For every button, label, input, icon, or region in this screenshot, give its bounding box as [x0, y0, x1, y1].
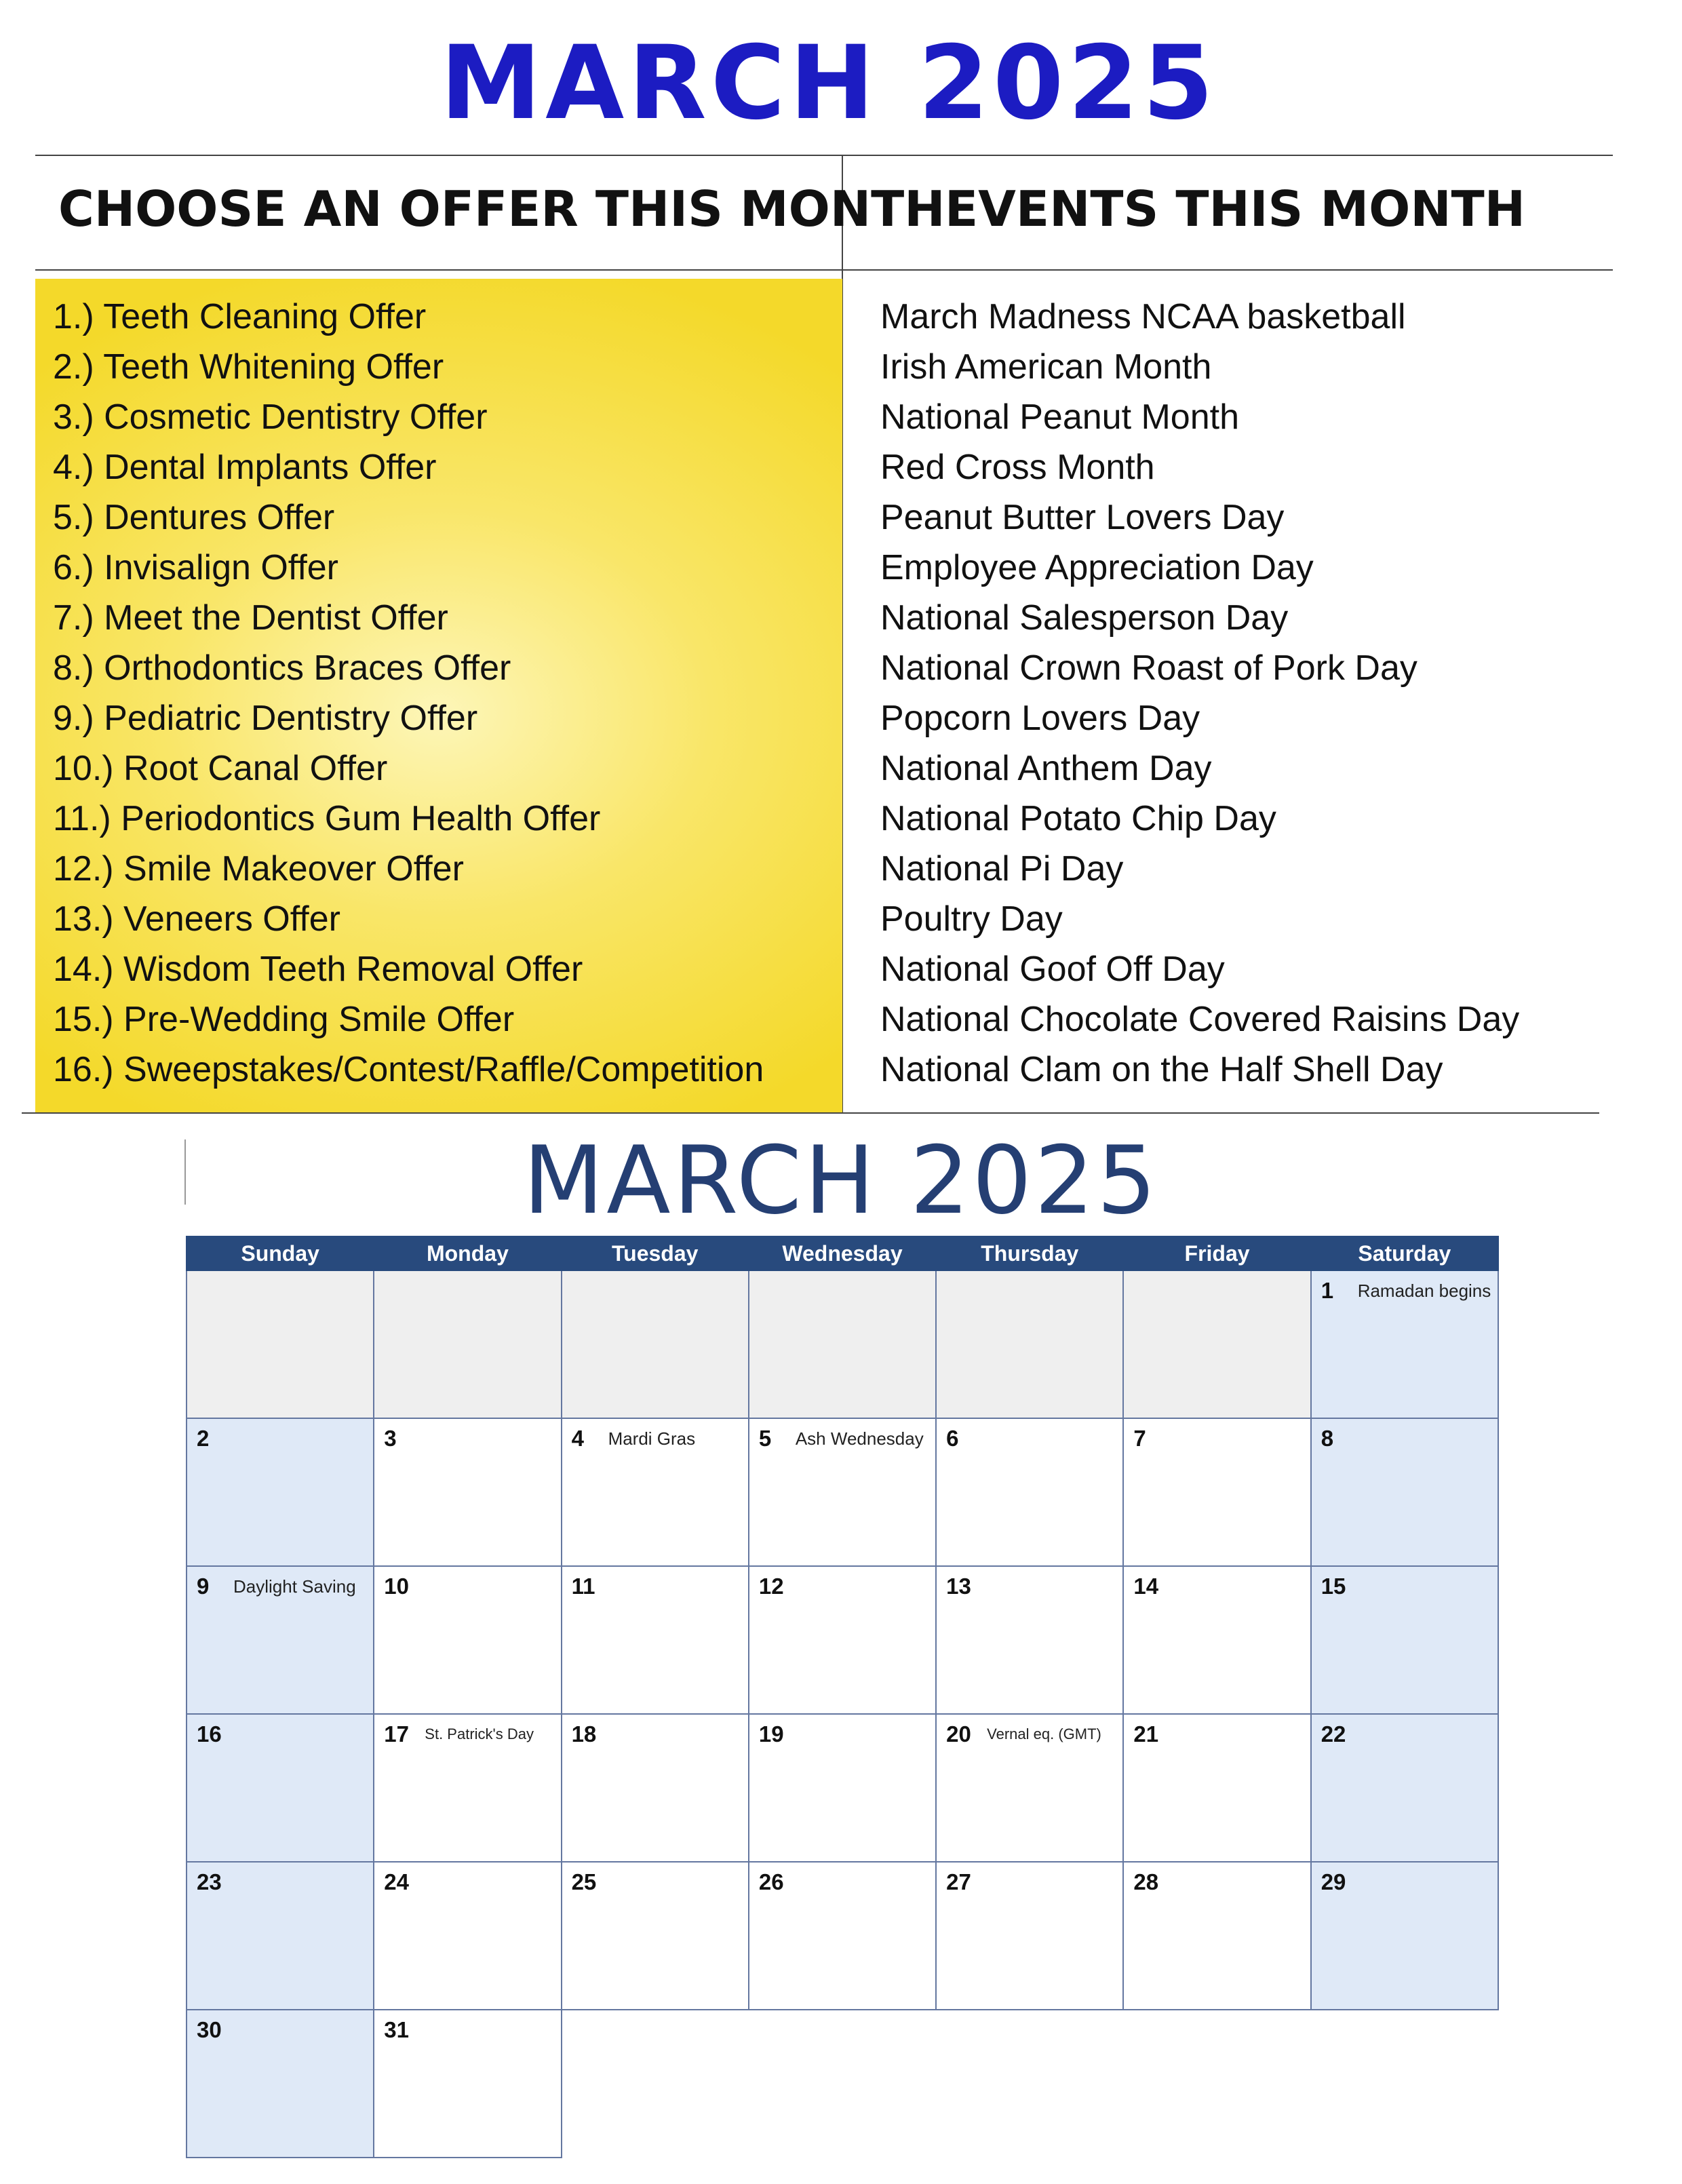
offer-item: 12.) Smile Makeover Offer: [53, 849, 464, 889]
day-number: 24: [384, 1869, 409, 1894]
weekday-header: Monday: [374, 1236, 561, 1270]
offer-item: 7.) Meet the Dentist Offer: [53, 598, 448, 638]
day-number: 29: [1321, 1869, 1346, 1894]
calendar-day-cell: [1311, 1418, 1498, 1566]
offers-header: CHOOSE AN OFFER THIS MONTH: [58, 180, 945, 237]
day-event: Daylight Saving: [233, 1576, 356, 1597]
offer-item: 10.) Root Canal Offer: [53, 749, 388, 788]
day-number: 8: [1321, 1426, 1334, 1451]
day-number: 12: [758, 1574, 784, 1599]
divider-bottom: [22, 1112, 1599, 1114]
calendar-empty-cell: [187, 1270, 374, 1418]
calendar-week: [187, 1566, 1498, 1714]
day-number: 3: [384, 1426, 397, 1451]
weekday-header: Thursday: [936, 1236, 1123, 1270]
calendar-empty-cell: [1123, 2010, 1310, 2158]
calendar-day-cell: [1311, 1566, 1498, 1714]
calendar-day-cell: [374, 1566, 561, 1714]
events-header: EVENTS THIS MONTH: [945, 180, 1525, 237]
calendar-day-cell: [562, 1566, 749, 1714]
day-number: 15: [1321, 1574, 1346, 1599]
day-number: 4: [571, 1426, 584, 1451]
event-item: National Salesperson Day: [880, 598, 1289, 638]
day-number: 6: [946, 1426, 959, 1451]
calendar-day-cell: [1123, 1418, 1310, 1566]
day-number: 5: [758, 1426, 772, 1451]
calendar-day-cell: [749, 1418, 936, 1566]
offer-item: 3.) Cosmetic Dentistry Offer: [53, 397, 488, 437]
event-item: National Clam on the Half Shell Day: [880, 1050, 1443, 1089]
calendar-week: [187, 1862, 1498, 2010]
day-number: 27: [946, 1869, 971, 1894]
event-item: National Crown Roast of Pork Day: [880, 648, 1417, 688]
event-item: March Madness NCAA basketball: [880, 297, 1406, 336]
day-number: 31: [384, 2017, 409, 2042]
event-item: Popcorn Lovers Day: [880, 699, 1200, 738]
day-number: 18: [571, 1721, 597, 1747]
calendar-title: MARCH 2025: [523, 1126, 1159, 1235]
day-number: 2: [197, 1426, 210, 1451]
day-number: 26: [758, 1869, 784, 1894]
page-title: MARCH 2025: [439, 24, 1218, 142]
weekday-header: Saturday: [1311, 1236, 1498, 1270]
offer-item: 8.) Orthodontics Braces Offer: [53, 648, 511, 688]
calendar-day-cell: [1311, 1714, 1498, 1862]
calendar-day-cell: [749, 1714, 936, 1862]
event-item: Poultry Day: [880, 899, 1063, 939]
calendar-day-cell: [187, 1714, 374, 1862]
calendar-day-cell: [374, 1714, 561, 1862]
day-number: 19: [758, 1721, 784, 1747]
calendar-empty-cell: [749, 2010, 936, 2158]
day-number: 22: [1321, 1721, 1346, 1747]
event-item: National Potato Chip Day: [880, 799, 1276, 838]
calendar-empty-cell: [936, 1270, 1123, 1418]
day-event: Ramadan begins: [1357, 1281, 1491, 1301]
day-number: 30: [197, 2017, 222, 2042]
day-number: 21: [1133, 1721, 1159, 1747]
day-number: 11: [571, 1574, 595, 1599]
day-number: 28: [1133, 1869, 1159, 1894]
event-item: Peanut Butter Lovers Day: [880, 498, 1285, 537]
day-event: Vernal eq. (GMT): [987, 1725, 1101, 1742]
offer-item: 14.) Wisdom Teeth Removal Offer: [53, 950, 583, 989]
calendar-empty-cell: [1123, 1270, 1310, 1418]
event-item: National Chocolate Covered Raisins Day: [880, 1000, 1520, 1039]
calendar-day-cell: [1311, 1862, 1498, 2010]
event-item: National Goof Off Day: [880, 950, 1225, 989]
calendar-empty-cell: [1311, 2010, 1498, 2158]
day-event: St. Patrick's Day: [425, 1725, 534, 1742]
weekday-header: Wednesday: [749, 1236, 936, 1270]
weekday-header: Friday: [1123, 1236, 1310, 1270]
calendar-day-cell: [1311, 1270, 1498, 1418]
event-item: Irish American Month: [880, 347, 1212, 387]
calendar-day-cell: [749, 1862, 936, 2010]
offer-item: 9.) Pediatric Dentistry Offer: [53, 699, 478, 738]
offer-item: 6.) Invisalign Offer: [53, 548, 339, 587]
day-event: Ash Wednesday: [795, 1428, 924, 1449]
calendar-empty-cell: [374, 1270, 561, 1418]
offer-item: 16.) Sweepstakes/Contest/Raffle/Competition: [53, 1050, 764, 1089]
calendar-day-cell: [562, 1714, 749, 1862]
day-number: 7: [1133, 1426, 1146, 1451]
calendar-week: [187, 1418, 1498, 1566]
event-item: National Anthem Day: [880, 749, 1212, 788]
divider-header-bottom: [35, 269, 1613, 271]
day-number: 14: [1133, 1574, 1159, 1599]
calendar-day-cell: [562, 1418, 749, 1566]
calendar-week: [187, 2010, 1498, 2158]
day-number: 16: [197, 1721, 222, 1747]
offers-list: [53, 292, 764, 1095]
calendar-empty-cell: [749, 1270, 936, 1418]
weekday-header: Tuesday: [562, 1236, 749, 1270]
calendar-empty-cell: [936, 2010, 1123, 2158]
calendar-day-cell: [187, 1862, 374, 2010]
offer-item: 1.) Teeth Cleaning Offer: [53, 297, 427, 336]
calendar-day-cell: [187, 1418, 374, 1566]
offer-item: 11.) Periodontics Gum Health Offer: [53, 799, 601, 838]
calendar-week: [187, 1270, 1498, 1418]
events-list: [880, 292, 1519, 1095]
offer-item: 5.) Dentures Offer: [53, 498, 335, 537]
calendar-week: [187, 1714, 1498, 1862]
day-number: 20: [946, 1721, 971, 1747]
calendar-day-cell: [1123, 1714, 1310, 1862]
calendar-day-cell: [374, 1418, 561, 1566]
calendar-day-cell: [936, 1714, 1123, 1862]
event-item: Employee Appreciation Day: [880, 548, 1314, 587]
event-item: National Pi Day: [880, 849, 1124, 889]
calendar-day-cell: [1123, 1566, 1310, 1714]
calendar-day-cell: [749, 1566, 936, 1714]
calendar-empty-cell: [562, 1270, 749, 1418]
day-number: 17: [384, 1721, 409, 1747]
day-number: 25: [571, 1869, 597, 1894]
calendar-day-cell: [374, 1862, 561, 2010]
day-number: 23: [197, 1869, 222, 1894]
offer-item: 4.) Dental Implants Offer: [53, 448, 437, 487]
calendar-empty-cell: [562, 2010, 749, 2158]
calendar-day-cell: [374, 2010, 561, 2158]
calendar-day-cell: [187, 1566, 374, 1714]
day-event: Mardi Gras: [608, 1428, 696, 1449]
day-number: 13: [946, 1574, 971, 1599]
day-number: 10: [384, 1574, 409, 1599]
calendar-day-cell: [562, 1862, 749, 2010]
calendar-day-cell: [187, 2010, 374, 2158]
calendar-day-cell: [936, 1566, 1123, 1714]
calendar-day-cell: [936, 1418, 1123, 1566]
event-item: Red Cross Month: [880, 448, 1155, 487]
offer-item: 15.) Pre-Wedding Smile Offer: [53, 1000, 515, 1039]
weekday-header: Sunday: [187, 1236, 374, 1270]
divider-top: [35, 155, 1613, 156]
day-number: 1: [1321, 1278, 1334, 1303]
calendar-grid: [186, 1236, 1499, 2158]
calendar-day-cell: [936, 1862, 1123, 2010]
day-number: 9: [197, 1574, 210, 1599]
offer-item: 2.) Teeth Whitening Offer: [53, 347, 444, 387]
event-item: National Peanut Month: [880, 397, 1240, 437]
calendar-day-cell: [1123, 1862, 1310, 2010]
offer-item: 13.) Veneers Offer: [53, 899, 340, 939]
